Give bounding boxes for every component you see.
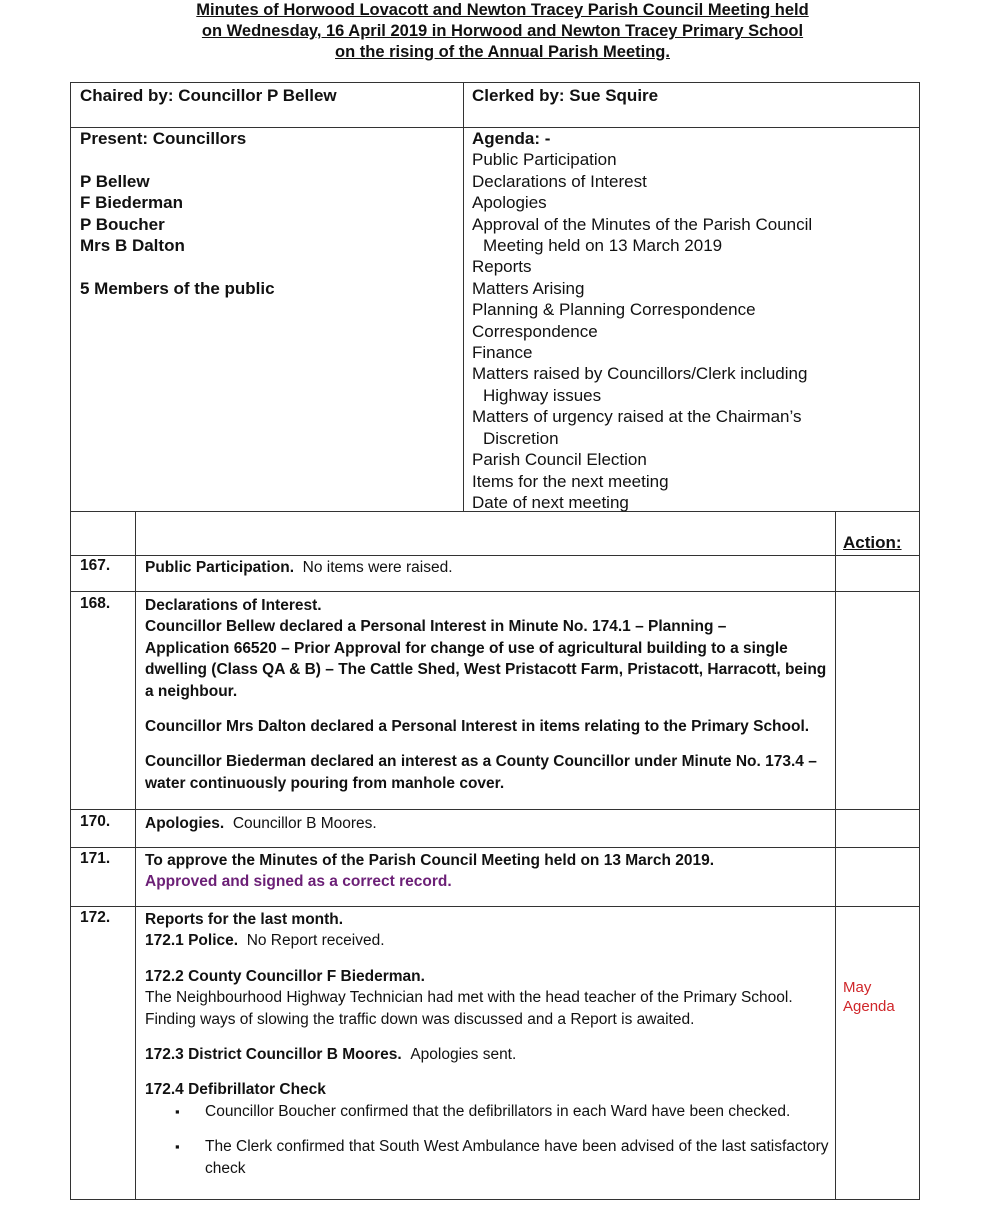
title-line-2: on Wednesday, 16 April 2019 in Horwood and Newton Tracey Primary School (201, 22, 804, 40)
agenda-item: Items for the next meeting (472, 471, 669, 491)
header-table (70, 82, 920, 512)
minute-text-line: Councillor Bellew declared a Personal Interest in Minute No. 174.1 – Planning – (145, 618, 727, 636)
agenda-item: Public Participation (472, 150, 617, 170)
minute-text-line: Application 66520 – Prior Approval for change of use of agricultural building to a single (145, 639, 788, 657)
minute-text: Councillor B Moores. (232, 815, 377, 832)
present-list (80, 128, 275, 299)
chaired-by: Chaired by: Councillor P Bellew (80, 86, 337, 105)
action-note-line: May (843, 979, 872, 996)
minute-number: 170. (80, 813, 111, 830)
minute-text-line: dwelling (Class QA & B) – The Cattle Shed, West Pristacott Farm, Pristacott, Harracott, being (145, 661, 827, 679)
minute-171 (145, 850, 835, 893)
agenda-item: Approval of the Minutes of the Parish Council (472, 214, 813, 234)
minute-text: No items were raised. (302, 559, 453, 576)
agenda-item: Highway issues (483, 385, 602, 405)
present-member: P Bellew (80, 171, 150, 191)
minutes-table (70, 511, 920, 1200)
minute-text-line: Councillor Biederman declared an interest as a County Councillor under Minute No. 173.4 – (145, 753, 817, 771)
minute-heading: Declarations of Interest. (145, 597, 322, 614)
agenda-label: Agenda: - (472, 129, 551, 148)
present-member: P Boucher (80, 214, 165, 234)
agenda-item: Meeting held on 13 March 2019 (483, 236, 723, 256)
minute-172 (145, 909, 835, 1179)
bullet-item-continued: check (205, 1159, 246, 1177)
agenda-item: Reports (472, 257, 532, 277)
action-note (843, 978, 895, 1016)
minute-number: 172. (80, 909, 111, 926)
bullet-item: ▪ Councillor Boucher confirmed that the defibrillators in each Ward have been checked. (145, 1101, 835, 1122)
minute-168 (145, 595, 835, 794)
minute-resolution: Approved and signed as a correct record. (145, 873, 452, 891)
minute-number: 168. (80, 595, 111, 612)
minute-text-line: water continuously pouring from manhole cover. (145, 774, 505, 792)
title-line-3: on the rising of the Annual Parish Meeting. (335, 43, 670, 61)
action-note-line: Agenda (843, 998, 895, 1015)
sub-heading: 172.3 District Councillor B Moores. (145, 1046, 402, 1064)
minute-heading: Public Participation. (145, 559, 294, 576)
agenda-item: Parish Council Election (472, 450, 647, 470)
agenda-item: Matters raised by Councillors/Clerk including (472, 364, 808, 384)
sub-text: No Report received. (246, 932, 385, 950)
agenda-item: Declarations of Interest (472, 171, 647, 191)
sub-heading: 172.1 Police. (145, 932, 239, 950)
sub-heading: 172.4 Defibrillator Check (145, 1081, 326, 1099)
agenda-list (472, 128, 812, 513)
members-of-public: 5 Members of the public (80, 278, 275, 298)
agenda-item: Apologies (472, 193, 547, 213)
clerked-by: Clerked by: Sue Squire (472, 86, 659, 105)
present-member: Mrs B Dalton (80, 236, 185, 256)
agenda-item: Correspondence (472, 321, 598, 341)
minute-text-line: a neighbour. (145, 682, 238, 700)
minute-heading: Reports for the last month. (145, 911, 344, 928)
present-label: Present: Councillors (80, 129, 247, 148)
agenda-item: Finance (472, 343, 533, 363)
minute-number: 167. (80, 557, 111, 574)
bullet-item: ▪ The Clerk confirmed that South West Ambulance have been advised of the last satisfactory (145, 1136, 835, 1157)
page-title (0, 0, 1005, 63)
action-column-header: Action: (843, 533, 902, 552)
minute-heading: Apologies. (145, 815, 225, 832)
title-line-1: Minutes of Horwood Lovacott and Newton Tracey Parish Council Meeting held (196, 1, 809, 19)
sub-text-line: Finding ways of slowing the traffic down was discussed and a Report is awaited. (145, 1010, 695, 1028)
agenda-item: Date of next meeting (472, 492, 629, 512)
minute-170 (145, 813, 835, 834)
minute-text-line: Councillor Mrs Dalton declared a Personal Interest in items relating to the Primary School. (145, 718, 810, 736)
present-member: F Biederman (80, 193, 183, 213)
sub-text: Apologies sent. (410, 1046, 517, 1064)
agenda-item: Matters Arising (472, 278, 585, 298)
minute-heading: To approve the Minutes of the Parish Council Meeting held on 13 March 2019. (145, 852, 715, 869)
agenda-item: Planning & Planning Correspondence (472, 300, 756, 320)
sub-heading: 172.2 County Councillor F Biederman. (145, 967, 425, 985)
minute-167 (145, 557, 835, 578)
agenda-item: Discretion (483, 428, 559, 448)
sub-text-line: The Neighbourhood Highway Technician had met with the head teacher of the Primary School. (145, 989, 793, 1007)
agenda-item: Matters of urgency raised at the Chairman’s (472, 407, 802, 427)
minute-number: 171. (80, 850, 111, 867)
